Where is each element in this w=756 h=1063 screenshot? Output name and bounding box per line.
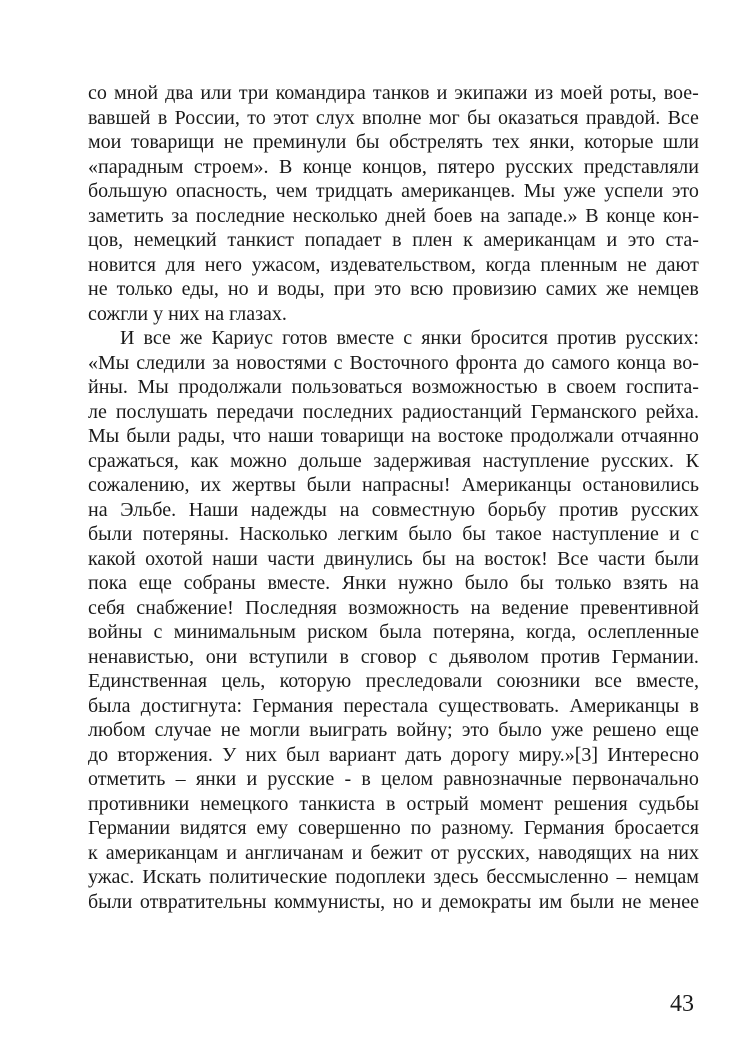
text-line: со мной два или три командира танков и экипажи из моей роты, вое- [88, 82, 699, 104]
text-line: сожалению, их жертвы были напрасны! Американцы остановились [88, 474, 699, 496]
text-line: цов, немецкий танкист попадает в плен к американцам и это ста- [88, 229, 699, 251]
text-line: большую опасность, чем тридцать американцев. Мы уже успели это [88, 180, 699, 202]
body-text [88, 81, 699, 914]
text-line: была достигнута: Германия перестала существовать. Американцы в [88, 694, 699, 717]
text-line: не только еды, но и воды, при это всю провизию самих же немцев [88, 278, 699, 300]
text-line: ненавистью, они вступили в сговор с дьяволом против Германии. [88, 645, 699, 668]
text-line: ужас. Искать политические подоплеки здесь бессмысленно – немцам [88, 866, 699, 888]
page-number: 43 [670, 991, 694, 1017]
text-line: вавшей в России, то этот слух вполне мог бы оказаться правдой. Все [88, 106, 699, 129]
text-line: «Мы следили за новостями с Восточного фронта до самого конца во- [88, 351, 699, 374]
text-line: любом случае не могли выиграть войну; это было уже решено еще [88, 719, 699, 741]
text-line: Единственная цель, которую преследовали союзники все вместе, [88, 670, 699, 692]
text-line: пока еще собраны вместе. Янки нужно было бы только взять на [88, 572, 699, 594]
text-line: до вторжения. У них был вариант дать дорогу миру.»[3] Интересно [88, 743, 699, 766]
text-line: к американцам и англичанам и бежит от русских, наводящих на них [88, 841, 699, 864]
text-line: противники немецкого танкиста в острый момент решения судьбы [88, 792, 699, 815]
text-line: были потеряны. Насколько легким было бы такое наступление и с [88, 523, 699, 545]
paragraph [88, 326, 699, 914]
text-line: были отвратительны коммунисты, но и демократы им были не менее [88, 890, 699, 913]
text-line: сожгли у них на глазах. [88, 302, 287, 325]
text-line: И все же Кариус готов вместе с янки бросится против русских: [120, 327, 699, 349]
text-line: мои товарищи не преминули бы обстрелять тех янки, которые шли [88, 131, 699, 153]
text-line: войны с минимальным риском была потеряна, когда, ослепленные [88, 621, 699, 643]
text-line: ле послушать передачи последних радиостанций Германского рейха. [88, 400, 699, 423]
text-line: на Эльбе. Наши надежды на совместную борьбу против русских [88, 498, 699, 521]
text-line: «парадным строем». В конце концов, пятеро русских представляли [88, 155, 699, 178]
text-line: сражаться, как можно дольше задерживая наступление русских. К [88, 449, 699, 472]
text-line: Мы были рады, что наши товарищи на востоке продолжали отчаянно [88, 425, 699, 447]
text-line: новится для него ужасом, издевательством, когда пленным не дают [88, 253, 699, 276]
paragraph [88, 81, 699, 326]
text-line: какой охотой наши части двинулись бы на восток! Все части были [88, 547, 699, 570]
text-line: Германии видятся ему совершенно по разному. Германия бросается [88, 817, 699, 839]
text-line: йны. Мы продолжали пользоваться возможностью в своем госпита- [88, 376, 699, 398]
text-line: себя снабжение! Последняя возможность на ведение превентивной [88, 596, 699, 619]
text-line: отметить – янки и русские - в целом равнозначные первоначально [88, 768, 699, 790]
text-line: заметить за последние несколько дней боев на западе.» В конце кон- [88, 204, 699, 227]
